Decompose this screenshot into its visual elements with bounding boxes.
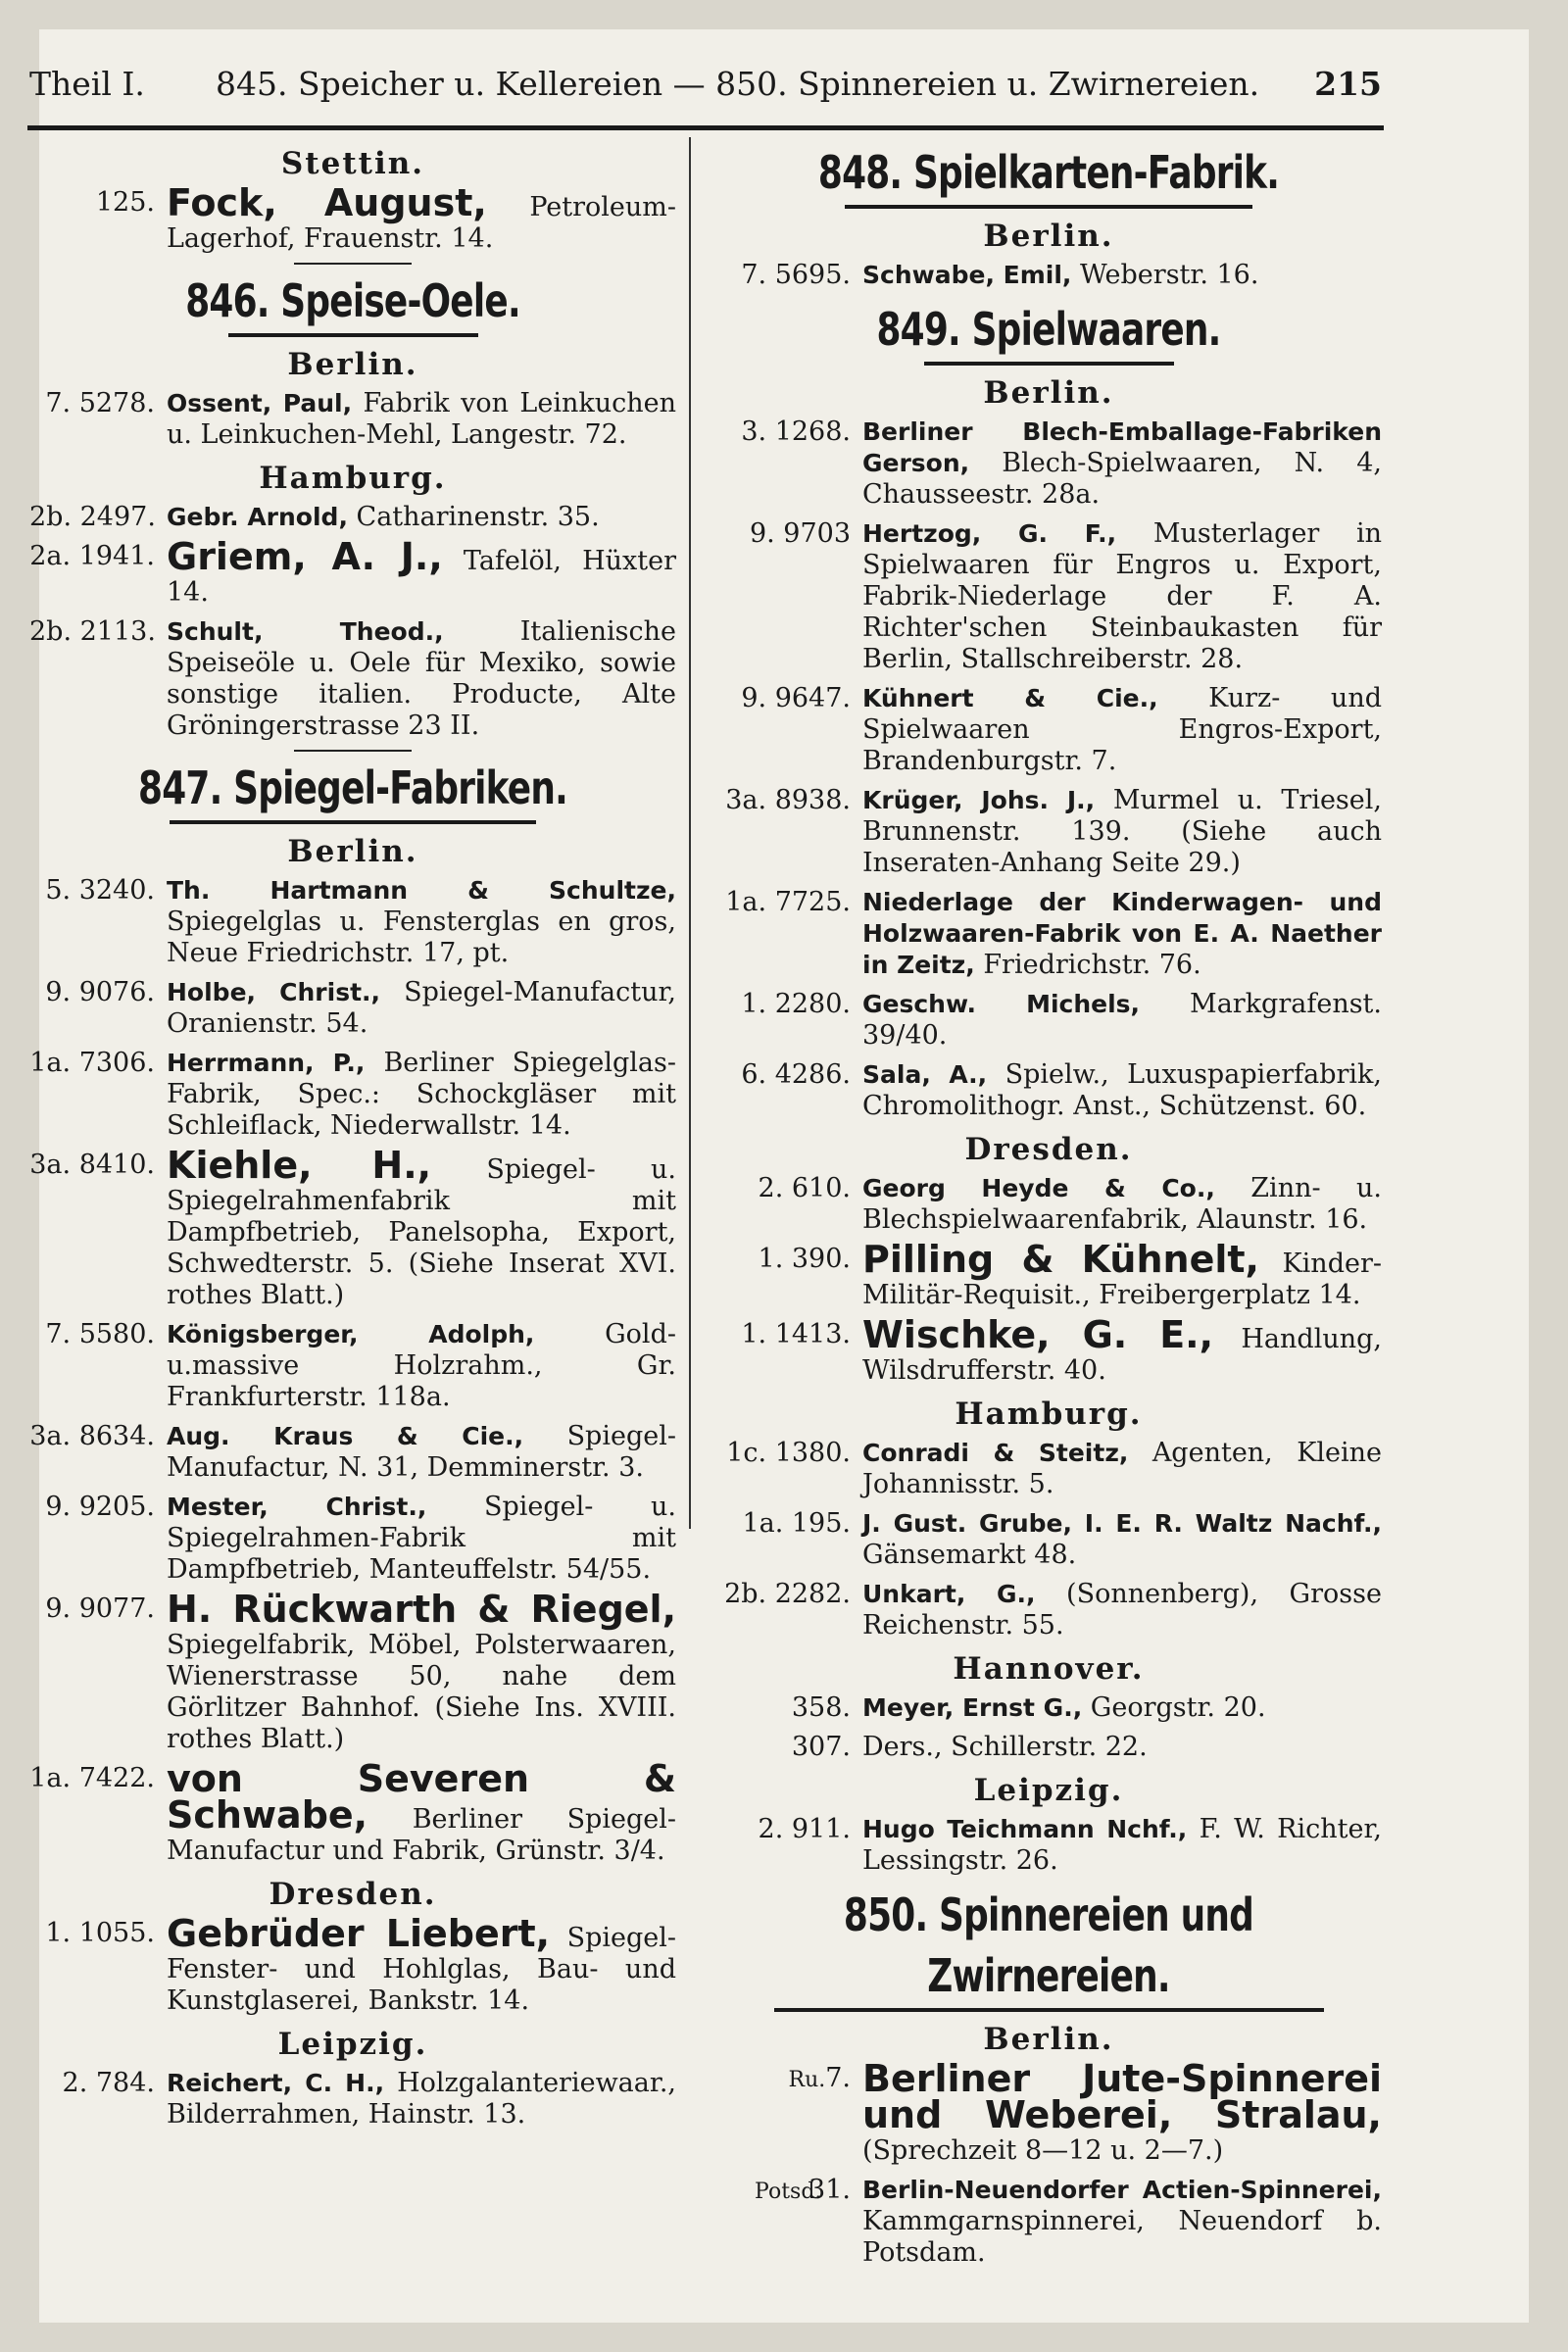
city-heading: Berlin. xyxy=(287,834,418,869)
city-heading: Dresden. xyxy=(269,1877,437,1912)
entry-description: Markgrafenst. 39/40. xyxy=(862,989,1382,1051)
entry-number xyxy=(715,1059,862,1122)
entry-number-text: 1c. 1380. xyxy=(726,1438,851,1468)
directory-entry xyxy=(29,1757,676,1867)
company-name: Herrmann, P., xyxy=(167,1049,366,1077)
city-heading: Berlin. xyxy=(983,2022,1114,2057)
company-name: Holbe, Christ., xyxy=(167,978,381,1006)
entry-number xyxy=(29,1048,167,1142)
entry-number xyxy=(29,541,167,609)
company-name: Kiehle, H., xyxy=(167,1144,432,1187)
entry-text xyxy=(862,1692,1382,1724)
entry-number xyxy=(29,388,167,451)
entry-text xyxy=(862,518,1382,675)
entry-text xyxy=(862,1579,1382,1642)
company-name: Schult, Theod., xyxy=(167,617,444,646)
entry-text xyxy=(167,181,676,255)
directory-entry xyxy=(29,1319,676,1413)
entry-text xyxy=(862,1313,1382,1387)
entry-description: (Sprechzeit 8—12 u. 2—7.) xyxy=(862,2135,1224,2166)
directory-entry xyxy=(29,1421,676,1484)
company-name: Aug. Kraus & Cie., xyxy=(167,1422,524,1450)
directory-entry xyxy=(29,1912,676,2017)
entry-description: Gold-u.massive Holzrahm., Gr. Frankfurterstr. 118a. xyxy=(167,1319,676,1412)
entry-number xyxy=(29,1150,167,1311)
entry-text xyxy=(862,1059,1382,1122)
entry-description: Spiegel-Fenster- und Hohlglas, Bau- und Kunstglaserei, Bankstr. 14. xyxy=(167,1923,676,2016)
entry-number-text: 7. 5695. xyxy=(741,260,851,290)
entry-number xyxy=(715,1438,862,1500)
directory-entry xyxy=(715,1059,1382,1122)
company-name: Berliner Blech-Emballage-Fabriken Gerson, xyxy=(862,417,1382,477)
entry-number xyxy=(715,1692,862,1724)
entry-number xyxy=(29,1421,167,1484)
city-heading: Berlin. xyxy=(983,375,1114,411)
entry-description: Tafelöl, Hüxter 14. xyxy=(167,546,677,608)
entry-description: Holzgalanteriewaar., Bilderrahmen, Hainstr. 13. xyxy=(167,2068,676,2130)
company-name: Krüger, Johs. J., xyxy=(862,786,1096,814)
entry-description: Spiegel- u. Spiegelrahmen-Fabrik mit Dampfbetrieb, Manteuffelstr. 54/55. xyxy=(167,1492,676,1585)
entry-number-text: 3a. 8634. xyxy=(29,1421,155,1451)
directory-entry xyxy=(29,1144,676,1311)
company-name: Fock, August, xyxy=(167,181,487,224)
directory-entry xyxy=(715,416,1382,511)
entry-number-text: 9. 9647. xyxy=(741,683,851,713)
entry-number xyxy=(29,502,167,533)
section-heading: 849. Spielwaaren. xyxy=(876,303,1221,356)
entry-text xyxy=(167,1421,676,1484)
entry-description: (Sonnenberg), Grosse Reichenstr. 55. xyxy=(862,1579,1382,1641)
entry-text xyxy=(862,1732,1382,1763)
entry-text xyxy=(167,1588,676,1755)
entry-description: Weberstr. 16. xyxy=(1080,260,1259,290)
entry-description: Spiegelglas u. Fensterglas en gros, Neue Friedrichstr. 17, pt. xyxy=(167,906,676,968)
entry-number xyxy=(715,1579,862,1642)
left-column xyxy=(29,142,676,2138)
section-heading: 850. Spinnereien und Zwirnereien. xyxy=(843,1888,1254,2002)
entry-description: Zinn- u. Blechspielwaarenfabrik, Alaunstr. 16. xyxy=(862,1173,1382,1235)
directory-entry xyxy=(715,1438,1382,1500)
entry-text xyxy=(862,2175,1382,2269)
directory-entry xyxy=(715,683,1382,777)
entry-number xyxy=(715,683,862,777)
company-name: Geschw. Michels, xyxy=(862,990,1141,1018)
company-name: Berlin-Neuendorfer Actien-Spinnerei, xyxy=(862,2176,1382,2204)
company-name: Pilling & Kühnelt, xyxy=(862,1238,1259,1281)
entry-number xyxy=(715,416,862,511)
entry-number-text: 2. 911. xyxy=(758,1814,851,1844)
company-name: Gebr. Arnold, xyxy=(167,503,348,531)
entry-number-text: 1a. 7422. xyxy=(29,1763,155,1793)
entry-description: Berliner Spiegel-Manufactur und Fabrik, Grünstr. 3/4. xyxy=(167,1804,676,1866)
right-column xyxy=(715,142,1382,2277)
directory-entry xyxy=(29,1588,676,1755)
entry-number-text: 2b. 2282. xyxy=(724,1579,851,1609)
page-number: 215 xyxy=(1314,65,1382,103)
part-label: Theil I. xyxy=(29,65,145,103)
entry-description: Spiegelfabrik, Möbel, Polsterwaaren, Wienerstrasse 50, nahe dem Görlitzer Bahnhof. (Siehe Ins. XVIII. rothes Blatt.) xyxy=(167,1630,676,1754)
directory-entry xyxy=(715,1508,1382,1571)
company-name: Schwabe, Emil, xyxy=(862,261,1072,289)
directory-entry xyxy=(715,518,1382,675)
entry-number-text: 9. 9077. xyxy=(45,1593,155,1624)
entry-text xyxy=(167,1048,676,1142)
company-name: Georg Heyde & Co., xyxy=(862,1174,1215,1202)
entry-description: Gänsemarkt 48. xyxy=(862,1540,1077,1570)
section-heading: 848. Spielkarten-Fabrik. xyxy=(817,146,1280,199)
section-heading: 847. Spiegel-Fabriken. xyxy=(138,761,567,814)
entry-number-text: 2b. 2113. xyxy=(29,616,156,647)
company-name: Königsberger, Adolph, xyxy=(167,1320,535,1348)
entry-text xyxy=(167,535,677,609)
city-heading: Hannover. xyxy=(953,1651,1145,1687)
company-name: Hugo Teichmann Nchf., xyxy=(862,1815,1188,1843)
entry-number xyxy=(715,2175,862,2269)
company-name: Conradi & Steitz, xyxy=(862,1439,1129,1467)
entry-number xyxy=(715,1173,862,1236)
entry-description: Blech-Spielwaaren, N. 4, Chausseestr. 28a. xyxy=(862,448,1382,510)
entry-number-text: 9. 9205. xyxy=(45,1492,155,1522)
entry-number-text: 358. xyxy=(791,1692,851,1723)
entry-number xyxy=(715,887,862,981)
city-heading: Leipzig. xyxy=(973,1773,1124,1808)
entry-number xyxy=(29,1593,167,1755)
entry-number-text: 2. 784. xyxy=(62,2068,155,2098)
entry-description: Kammgarnspinnerei, Neuendorf b. Potsdam. xyxy=(862,2206,1382,2268)
directory-entry xyxy=(29,181,676,255)
directory-entry xyxy=(715,1692,1382,1724)
entry-text xyxy=(167,502,676,533)
entry-number-text: 7. xyxy=(825,2063,851,2093)
company-name: Th. Hartmann & Schultze, xyxy=(167,876,676,905)
entry-number xyxy=(29,1918,167,2017)
directory-entry xyxy=(715,1313,1382,1387)
entry-text xyxy=(862,260,1382,291)
entry-description: Georgstr. 20. xyxy=(1090,1692,1266,1723)
directory-entry xyxy=(29,2068,676,2131)
running-header xyxy=(29,59,1382,110)
directory-entry xyxy=(715,2175,1382,2269)
entry-description: Friedrichstr. 76. xyxy=(983,950,1201,980)
directory-entry xyxy=(715,1814,1382,1877)
entry-text xyxy=(862,1173,1382,1236)
entry-text xyxy=(167,388,676,451)
entry-description: Italienische Speiseöle u. Oele für Mexiko, sowie sonstige italien. Producte, Alte Gröningerstrasse 23 II. xyxy=(167,616,676,741)
entry-text xyxy=(167,1912,676,2017)
entry-number-text: 1. 2280. xyxy=(741,989,851,1019)
entry-number-text: 1a. 195. xyxy=(742,1508,851,1539)
entry-description: Murmel u. Triesel, Brunnenstr. 139. (Siehe auch Inseraten-Anhang Seite 29.) xyxy=(862,785,1382,878)
entry-text xyxy=(167,1492,676,1586)
entry-number xyxy=(29,1319,167,1413)
entry-description: Petroleum-Lagerhof, Frauenstr. 14. xyxy=(167,192,676,254)
entry-prefix: Ru. xyxy=(788,2068,826,2092)
entry-text xyxy=(862,989,1382,1052)
entry-text xyxy=(167,875,676,969)
directory-entry xyxy=(715,260,1382,291)
entry-number xyxy=(29,2068,167,2131)
column-divider xyxy=(689,137,691,1529)
entry-text xyxy=(167,1319,676,1413)
entry-number xyxy=(715,2063,862,2167)
entry-number xyxy=(715,260,862,291)
entry-text xyxy=(862,2057,1382,2167)
entry-number xyxy=(29,187,167,255)
entry-number-text: 1. 1055. xyxy=(45,1918,155,1948)
entry-number-text: 2a. 1941. xyxy=(29,541,155,571)
entry-text xyxy=(167,977,676,1040)
directory-entry xyxy=(715,1173,1382,1236)
entry-description: Berliner Spiegelglas-Fabrik, Spec.: Schockgläser mit Schleiflack, Niederwallstr. 14. xyxy=(167,1048,677,1141)
entry-description: Handlung, Wilsdrufferstr. 40. xyxy=(862,1324,1382,1386)
entry-text xyxy=(862,785,1382,879)
entry-number-text: 9. 9703 xyxy=(749,518,851,549)
city-heading: Berlin. xyxy=(287,347,418,382)
section-rule xyxy=(924,362,1174,366)
city-heading: Hamburg. xyxy=(259,461,447,496)
company-name: Unkart, G., xyxy=(862,1580,1036,1608)
entry-description: Spiegel-Manufactur, N. 31, Demminerstr. 3. xyxy=(167,1421,676,1483)
entry-number xyxy=(29,875,167,969)
company-name: Sala, A., xyxy=(862,1060,988,1089)
entry-number-text: 7. 5278. xyxy=(45,388,155,418)
directory-entry xyxy=(29,875,676,969)
company-name: Reichert, C. H., xyxy=(167,2069,385,2097)
entry-text xyxy=(167,616,676,742)
company-name: Griem, A. J., xyxy=(167,535,443,578)
entry-text xyxy=(862,887,1382,981)
directory-entry xyxy=(29,1048,676,1142)
section-rule xyxy=(774,2008,1324,2012)
company-name: Ossent, Paul, xyxy=(167,389,353,417)
directory-entry xyxy=(29,388,676,451)
entry-description: Spielw., Luxuspapierfabrik, Chromolithogr. Anst., Schützenst. 60. xyxy=(862,1059,1382,1121)
section-heading: 846. Speise-Oele. xyxy=(185,274,520,327)
section-rule xyxy=(845,205,1253,209)
directory-entry xyxy=(715,989,1382,1052)
entry-number-text: 2. 610. xyxy=(758,1173,851,1203)
divider xyxy=(294,263,412,265)
entry-description: Kurz- und Spielwaaren Engros-Export, Brandenburgstr. 7. xyxy=(862,683,1382,776)
entry-number-text: 2b. 2497. xyxy=(29,502,156,532)
entry-number-text: 1a. 7725. xyxy=(725,887,851,917)
directory-entry xyxy=(29,616,676,742)
entry-description: Ders., Schillerstr. 22. xyxy=(862,1732,1148,1762)
company-name: Hertzog, G. F., xyxy=(862,519,1117,548)
directory-entry xyxy=(29,1492,676,1586)
entry-number-text: 7. 5580. xyxy=(45,1319,155,1349)
company-name: Wischke, G. E., xyxy=(862,1313,1214,1356)
entry-number xyxy=(715,1508,862,1571)
city-heading: Hamburg. xyxy=(955,1396,1143,1432)
entry-number xyxy=(715,1244,862,1311)
entry-description: Spiegel- u. Spiegelrahmenfabrik mit Dampfbetrieb, Panelsopha, Export, Schwedterstr. 5. (Siehe Inserat XVI. rothes Blatt.) xyxy=(167,1154,676,1310)
section-rule xyxy=(228,333,478,337)
entry-number xyxy=(715,1732,862,1763)
entry-text xyxy=(862,416,1382,511)
entry-number xyxy=(29,616,167,742)
header-title: 845. Speicher u. Kellereien — 850. Spinnereien u. Zwirnereien. xyxy=(216,65,1260,103)
company-name: Gebrüder Liebert, xyxy=(167,1912,551,1955)
entry-text xyxy=(862,1238,1382,1311)
entry-number-text: 3a. 8410. xyxy=(29,1150,155,1180)
header-rule xyxy=(27,125,1384,130)
company-name: Meyer, Ernst G., xyxy=(862,1693,1083,1722)
entry-number-text: 125. xyxy=(95,187,155,218)
entry-text xyxy=(167,1144,676,1311)
directory-entry xyxy=(29,977,676,1040)
entry-number-text: 1. 390. xyxy=(758,1244,851,1274)
entry-description: Kinder-Militär-Requisit., Freibergerplatz 14. xyxy=(862,1249,1382,1310)
city-heading: Dresden. xyxy=(964,1132,1133,1167)
entry-text xyxy=(862,1438,1382,1500)
entry-number-text: 1a. 7306. xyxy=(29,1048,155,1078)
entry-number-text: 3a. 8938. xyxy=(725,785,851,815)
entry-number-text: 307. xyxy=(791,1732,851,1762)
entry-number xyxy=(715,785,862,879)
divider xyxy=(294,750,412,752)
entry-prefix: Potsd. xyxy=(755,2180,822,2204)
entry-text xyxy=(167,1757,676,1867)
city-heading: Leipzig. xyxy=(277,2027,428,2062)
entry-description: Spiegel-Manufactur, Oranienstr. 54. xyxy=(167,977,676,1039)
entry-number-text: 5. 3240. xyxy=(45,875,155,906)
directory-entry xyxy=(715,1238,1382,1311)
directory-entry xyxy=(715,2057,1382,2167)
company-name: J. Gust. Grube, I. E. R. Waltz Nachf., xyxy=(862,1509,1382,1538)
directory-entry xyxy=(715,1579,1382,1642)
entry-number xyxy=(29,977,167,1040)
entry-number-text: 6. 4286. xyxy=(741,1059,851,1090)
entry-number-text: 9. 9076. xyxy=(45,977,155,1007)
entry-text xyxy=(862,683,1382,777)
city-heading: Berlin. xyxy=(983,219,1114,254)
entry-text xyxy=(862,1814,1382,1877)
company-name: von Severen & Schwabe, xyxy=(167,1757,676,1837)
company-name: Niederlage der Kinderwagen- und Holzwaaren-Fabrik von E. A. Naether in Zeitz, xyxy=(862,888,1382,979)
entry-number xyxy=(715,1814,862,1877)
entry-text xyxy=(167,2068,676,2131)
company-name: H. Rückwarth & Riegel, xyxy=(167,1588,676,1631)
entry-text xyxy=(862,1508,1382,1571)
entry-number xyxy=(29,1492,167,1586)
directory-entry xyxy=(715,1732,1382,1763)
entry-description: Catharinenstr. 35. xyxy=(356,502,600,532)
entry-number xyxy=(715,518,862,675)
company-name: Mester, Christ., xyxy=(167,1493,427,1521)
entry-description: Agenten, Kleine Johannisstr. 5. xyxy=(862,1438,1382,1499)
directory-entry xyxy=(29,535,677,609)
entry-description: Musterlager in Spielwaaren für Engros u. Export, Fabrik-Niederlage der F. A. Richter'schen Steinbaukasten für Berlin, Stallschreiberstr. 28. xyxy=(862,518,1382,674)
directory-entry xyxy=(29,502,676,533)
directory-entry xyxy=(715,785,1382,879)
entry-number xyxy=(715,989,862,1052)
entry-number xyxy=(715,1319,862,1387)
entry-number-text: 1. 1413. xyxy=(741,1319,851,1349)
entry-number-text: 3. 1268. xyxy=(741,416,851,447)
city-heading: Stettin. xyxy=(280,146,425,181)
section-rule xyxy=(170,820,536,824)
entry-number-text: 31. xyxy=(808,2175,851,2205)
entry-description: F. W. Richter, Lessingstr. 26. xyxy=(862,1814,1383,1876)
company-name: Kühnert & Cie., xyxy=(862,684,1158,712)
company-name: Berliner Jute-Spinnerei und Weberei, Stralau, xyxy=(862,2057,1382,2136)
entry-number xyxy=(29,1763,167,1867)
directory-entry xyxy=(715,887,1382,981)
entry-description: Fabrik von Leinkuchen u. Leinkuchen-Mehl, Langestr. 72. xyxy=(167,388,676,450)
